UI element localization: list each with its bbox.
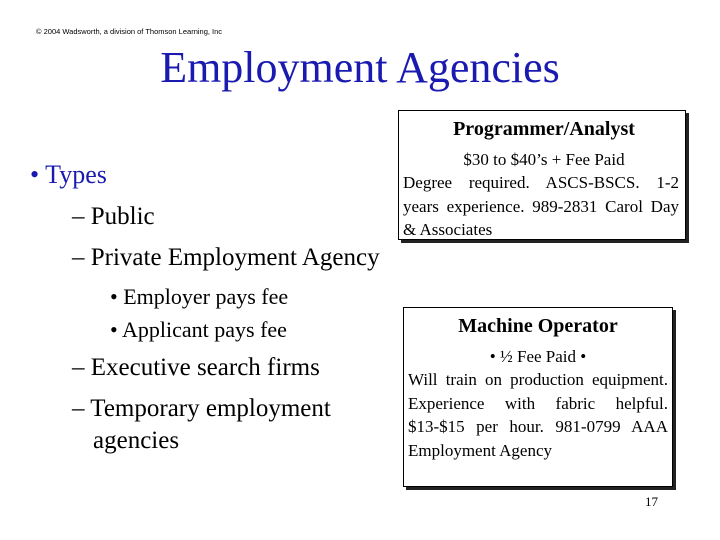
copyright-notice: © 2004 Wadsworth, a division of Thomson Learning, Inc	[36, 27, 223, 36]
bullet-applicant-pays: • Applicant pays fee	[110, 317, 287, 342]
bullet-private: – Private Employment Agency	[72, 244, 380, 271]
bullet-temporary-cont: agencies	[93, 427, 180, 454]
ad-programmer-salary: $30 to $40’s + Fee Paid	[463, 150, 625, 169]
bullet-public: – Public	[72, 203, 155, 230]
bullet-temporary: – Temporary employment	[72, 395, 331, 422]
page-number: 17	[645, 494, 658, 509]
bullet-executive: – Executive search firms	[72, 354, 320, 381]
ad-machine-operator	[403, 307, 673, 487]
ad-programmer-analyst	[398, 110, 686, 240]
bullet-employer-pays: • Employer pays fee	[110, 284, 289, 309]
ad-programmer-body: Degree required. ASCS-BSCS. 1-2 years experience. 989-2831 Carol Day & Associates	[403, 173, 679, 239]
ad-machine-fee: • ½ Fee Paid •	[489, 347, 587, 366]
ad-machine-heading: Machine Operator	[458, 315, 618, 337]
page-title: Employment Agencies	[160, 43, 560, 92]
bullet-types: • Types	[30, 160, 107, 189]
ad-programmer-heading: Programmer/Analyst	[453, 118, 635, 140]
ad-machine-body: Will train on production equipment. Experience with fabric helpful. $13-$15 per hour. 981-0799 AAA Employment Agency	[408, 370, 668, 460]
